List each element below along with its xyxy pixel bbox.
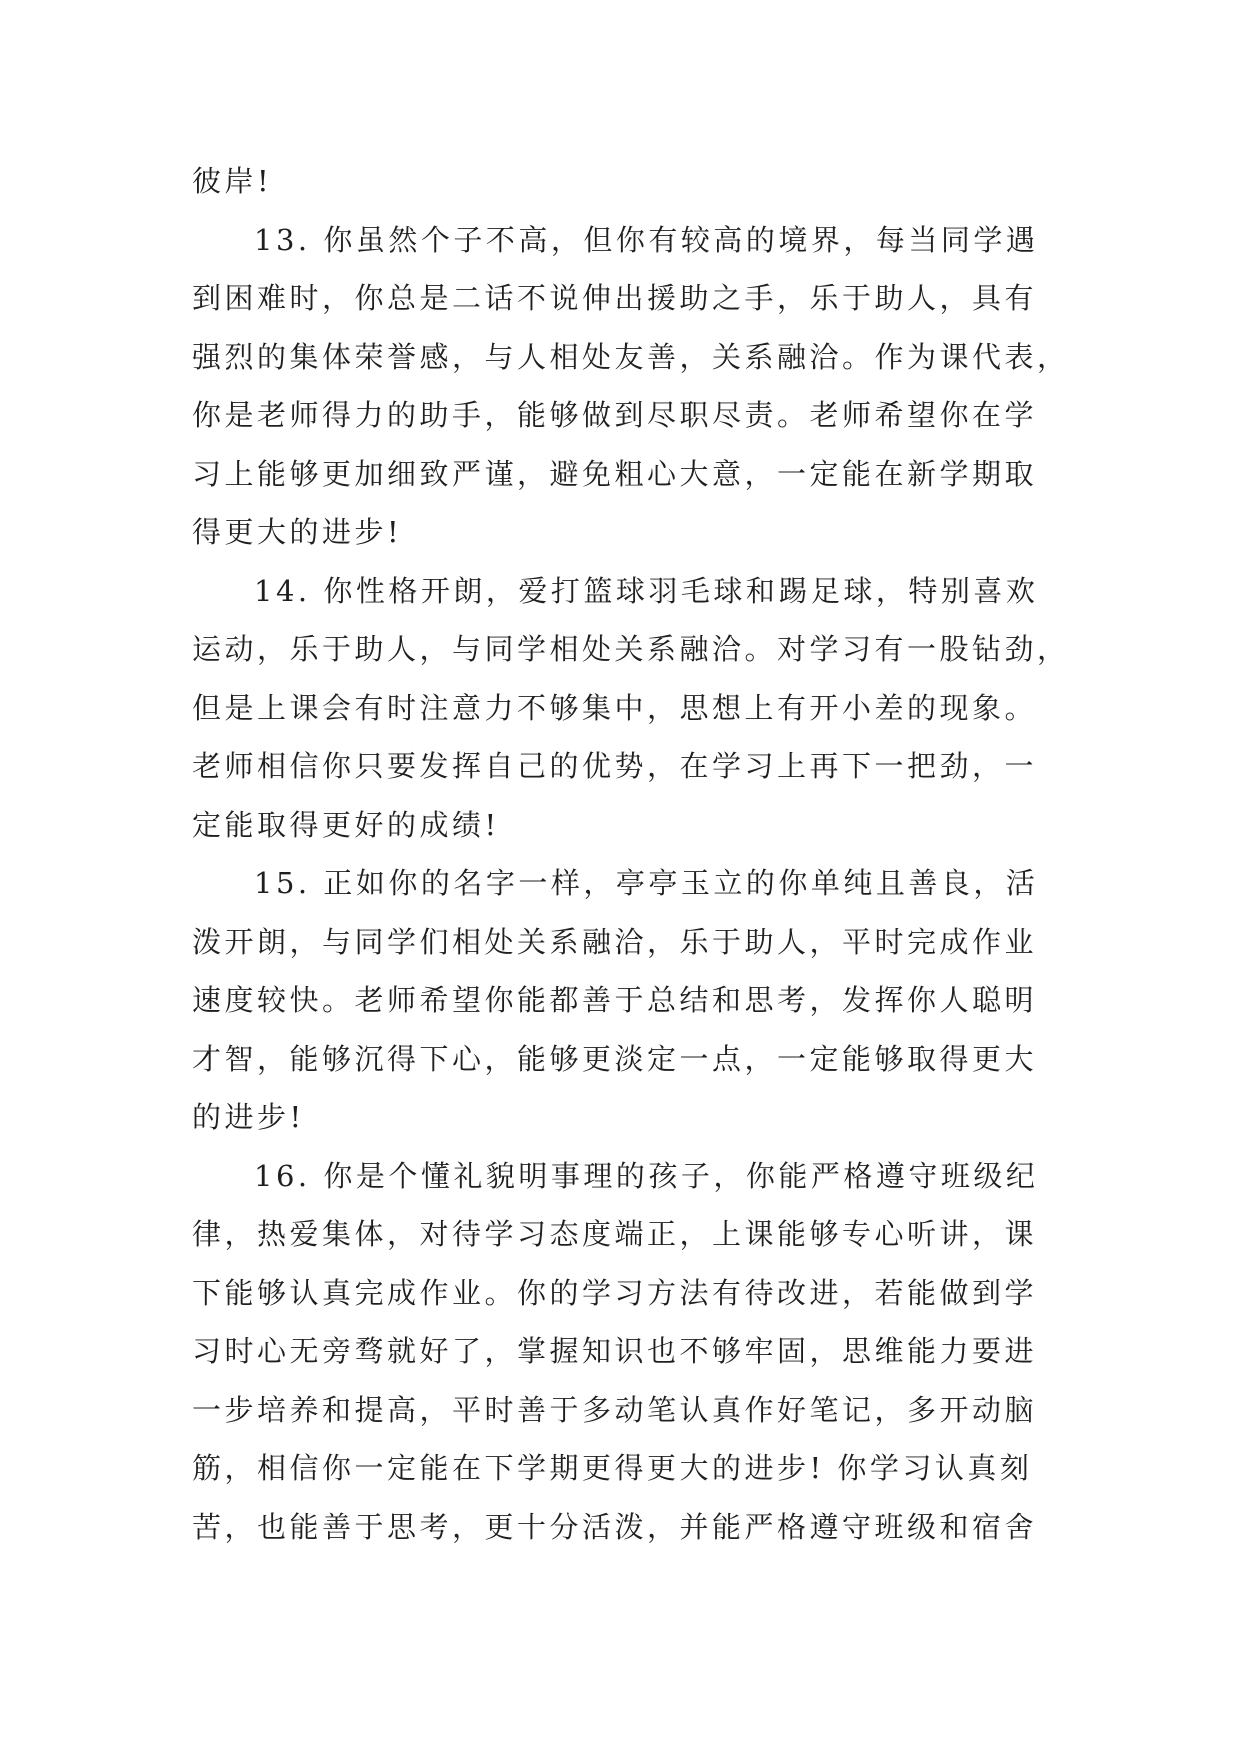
text-line: 的进步! <box>192 1100 305 1134</box>
document-body <box>192 152 1072 1556</box>
text-line: 一步培养和提高，平时善于多动笔认真作好笔记，多开动脑 <box>192 1392 1038 1427</box>
text-line: 14. 你性格开朗，爱打篮球羽毛球和踢足球，特别喜欢 <box>254 573 1039 608</box>
text-line: 泼开朗，与同学们相处关系融洽，乐于助人，平时完成作业 <box>192 924 1038 959</box>
text-line: 你是老师得力的助手，能够做到尽职尽责。老师希望你在学 <box>192 398 1038 432</box>
text-line: 苦，也能善于思考，更十分活泼，并能严格遵守班级和宿舍 <box>192 1509 1038 1544</box>
text-line: 强烈的集体荣誉感，与人相处友善，关系融洽。作为课代表， <box>192 339 1070 374</box>
text-line: 到困难时，你总是二话不说伸出援助之手，乐于助人，具有 <box>192 281 1038 315</box>
text-line: 得更大的进步! <box>192 515 403 549</box>
text-line: 才智，能够沉得下心，能够更淡定一点，一定能够取得更大 <box>192 1041 1038 1076</box>
text-line: 定能取得更好的成绩! <box>192 807 500 842</box>
text-line: 下能够认真完成作业。你的学习方法有待改进，若能做到学 <box>192 1275 1038 1310</box>
text-line: 15. 正如你的名字一样，亭亭玉立的你单纯且善良，活 <box>254 866 1039 900</box>
text-line: 16. 你是个懂礼貌明事理的孩子，你能严格遵守班级纪 <box>254 1158 1039 1193</box>
text-line: 运动，乐于助人，与同学相处关系融洽。对学习有一股钻劲， <box>192 632 1070 666</box>
text-line: 习时心无旁骛就好了，掌握知识也不够牢固，思维能力要进 <box>192 1334 1038 1368</box>
text-line: 习上能够更加细致严谨，避免粗心大意，一定能在新学期取 <box>192 456 1038 491</box>
text-line: 筋，相信你一定能在下学期更得更大的进步! 你学习认真刻 <box>192 1451 1033 1485</box>
text-line: 彼岸! <box>192 164 273 198</box>
text-line: 但是上课会有时注意力不够集中，思想上有开小差的现象。 <box>192 690 1038 725</box>
text-line: 13. 你虽然个子不高，但你有较高的境界，每当同学遇 <box>254 222 1039 257</box>
text-line: 速度较快。老师希望你能都善于总结和思考，发挥你人聪明 <box>192 983 1038 1017</box>
text-line: 律，热爱集体，对待学习态度端正，上课能够专心听讲，课 <box>192 1217 1038 1251</box>
text-line: 老师相信你只要发挥自己的优势，在学习上再下一把劲，一 <box>192 749 1038 783</box>
